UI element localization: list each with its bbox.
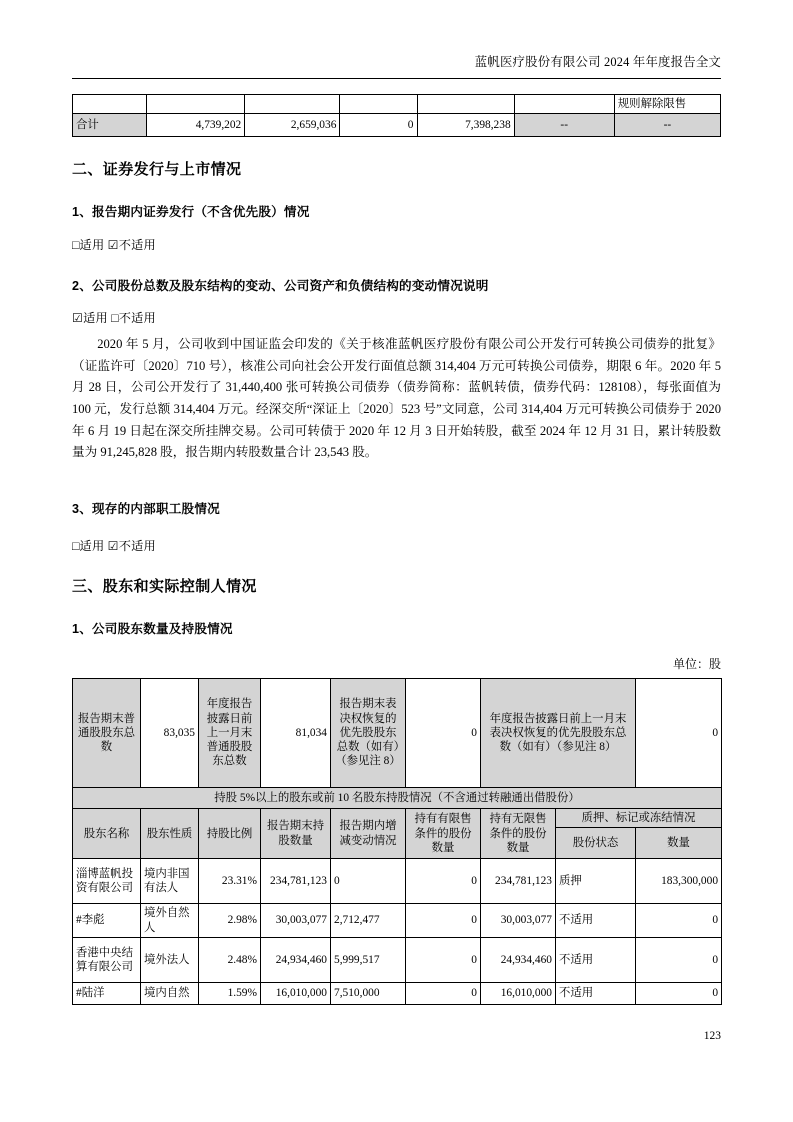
col-header-end-holdings: 报告期末持股数量: [261, 809, 331, 859]
table-row: [73, 904, 722, 938]
cell-blank: [73, 95, 147, 114]
cell-count-value-1: 83,035: [141, 679, 199, 788]
col-header-pledge-amount: 数量: [636, 828, 722, 859]
cell-count-value-2: 81,034: [261, 679, 331, 788]
table-row: [73, 982, 722, 1004]
cell-shareholder-unrestricted: 30,003,077: [481, 904, 556, 938]
subsection-heading-2-3: 3、现存的内部职工股情况: [72, 502, 220, 516]
cell-shareholder-unrestricted: 234,781,123: [481, 859, 556, 904]
cell-shareholder-nature: 境外自然人: [141, 904, 199, 938]
cell-shareholder-pledge-amount: 0: [636, 904, 722, 938]
cell-shareholder-ratio: 2.48%: [199, 937, 261, 982]
table-row-column-headers-top: [73, 809, 722, 828]
table-row-shareholder-counts: [73, 679, 722, 788]
cell-shareholder-pledge-amount: 183,300,000: [636, 859, 722, 904]
cell-shareholder-change: 7,510,000: [331, 982, 406, 1004]
cell-shareholder-end-holdings: 24,934,460: [261, 937, 331, 982]
top-summary-table: [72, 94, 721, 137]
cell-shareholder-change: 5,999,517: [331, 937, 406, 982]
cell-shareholder-end-holdings: 16,010,000: [261, 982, 331, 1004]
subsection-heading-2-2: 2、公司股份总数及股东结构的变动、公司资产和负债结构的变动情况说明: [72, 279, 489, 293]
applicability-2-1: □适用 ☑不适用: [72, 238, 156, 252]
cell-shareholder-name: #李彪: [73, 904, 141, 938]
cell-count-value-4: 0: [636, 679, 722, 788]
shareholder-table-wrapper: [72, 678, 721, 1005]
cell-shareholder-restricted: 0: [406, 904, 481, 938]
applicability-2-2: ☑适用 □不适用: [72, 311, 156, 325]
cell-shareholder-nature: 境外法人: [141, 937, 199, 982]
table-row-banner: [73, 788, 722, 809]
cell-shareholder-ratio: 1.59%: [199, 982, 261, 1004]
cell-shareholder-change: 2,712,477: [331, 904, 406, 938]
subsection-heading-3-1: 1、公司股东数量及持股情况: [72, 622, 233, 636]
col-header-name: 股东名称: [73, 809, 141, 859]
cell-blank: [417, 95, 514, 114]
cell-shareholder-pledge-status: 不适用: [556, 982, 636, 1004]
top-summary-table-wrapper: [72, 94, 721, 137]
cell-count-label-4: 年度报告披露日前上一月末表决权恢复的优先股股东总数（如有）（参见注 8）: [481, 679, 636, 788]
header-divider-rule: [72, 78, 721, 79]
cell-count-label-3: 报告期末表决权恢复的优先股股东总数（如有）（参见注 8）: [331, 679, 406, 788]
cell-shareholder-unrestricted: 16,010,000: [481, 982, 556, 1004]
applicability-2-3: □适用 ☑不适用: [72, 539, 156, 553]
cell-total-value: 4,739,202: [147, 114, 245, 137]
cell-blank: [340, 95, 417, 114]
cell-shareholder-pledge-status: 质押: [556, 859, 636, 904]
cell-rule-release-header: 规则解除限售: [614, 95, 720, 114]
cell-count-label-2: 年度报告披露日前上一月末普通股股东总数: [199, 679, 261, 788]
cell-total-value: 7,398,238: [417, 114, 514, 137]
col-header-pledge-group: 质押、标记或冻结情况: [556, 809, 722, 828]
cell-shareholder-nature: 境内非国有法人: [141, 859, 199, 904]
cell-shareholder-name: 淄博蓝帆投资有限公司: [73, 859, 141, 904]
cell-total-value: 2,659,036: [245, 114, 340, 137]
cell-blank: [245, 95, 340, 114]
cell-banner-text: 持股 5%以上的股东或前 10 名股东持股情况（不含通过转融通出借股份）: [73, 788, 722, 809]
col-header-change: 报告期内增减变动情况: [331, 809, 406, 859]
cell-shareholder-restricted: 0: [406, 982, 481, 1004]
col-header-restricted: 持有有限售条件的股份数量: [406, 809, 481, 859]
cell-total-label: 合计: [73, 114, 147, 137]
body-paragraph-2-2: 2020 年 5 月，公司收到中国证监会印发的《关于核准蓝帆医疗股份有限公司公开发行可转换公司债券的批复》（证监许可〔2020〕710 号），核准公司向社会公开发行面值总额 314,404 万元可转换公司债券，期限 6 年。2020 年 5 月 28 日，公司公开发行了 31,440,400 张可转换公司债券（债券简称：蓝帆转债，债券代码：128108），每张面值为 100 元，发行总额 314,404 万元。经深交所“深证上〔2020〕523 号”文同意，公司 314,404 万元可转换公司债券于 2020 年 6 月 19 日起在深交所挂牌交易。公司可转债于 2020 年 12 月 3 日开始转股，截至 2024 年 12 月 31 日，累计转股数量为 91,245,828 股，报告期内转股数量合计 23,543 股。: [72, 337, 721, 460]
col-header-nature: 股东性质: [141, 809, 199, 859]
col-header-pledge-status: 股份状态: [556, 828, 636, 859]
cell-blank: [147, 95, 245, 114]
cell-shareholder-end-holdings: 234,781,123: [261, 859, 331, 904]
col-header-ratio: 持股比例: [199, 809, 261, 859]
section-heading-3: 三、股东和实际控制人情况: [72, 578, 257, 595]
cell-shareholder-unrestricted: 24,934,460: [481, 937, 556, 982]
table-row: [73, 114, 721, 137]
cell-shareholder-name: #陆洋: [73, 982, 141, 1004]
cell-blank: [514, 95, 614, 114]
cell-shareholder-change: 0: [331, 859, 406, 904]
cell-count-label-1: 报告期末普通股股东总数: [73, 679, 141, 788]
cell-count-value-3: 0: [406, 679, 481, 788]
cell-shareholder-pledge-status: 不适用: [556, 904, 636, 938]
cell-shareholder-nature: 境内自然: [141, 982, 199, 1004]
unit-label: 单位：股: [672, 657, 721, 671]
col-header-unrestricted: 持有无限售条件的股份数量: [481, 809, 556, 859]
shareholder-table: [72, 678, 722, 1005]
cell-total-value: 0: [340, 114, 417, 137]
cell-shareholder-pledge-amount: 0: [636, 982, 722, 1004]
cell-total-value: --: [514, 114, 614, 137]
section-heading-2: 二、证券发行与上市情况: [72, 161, 242, 178]
cell-shareholder-end-holdings: 30,003,077: [261, 904, 331, 938]
table-row: [73, 859, 722, 904]
cell-shareholder-pledge-status: 不适用: [556, 937, 636, 982]
cell-shareholder-pledge-amount: 0: [636, 937, 722, 982]
cell-shareholder-restricted: 0: [406, 937, 481, 982]
cell-shareholder-ratio: 2.98%: [199, 904, 261, 938]
subsection-heading-2-1: 1、报告期内证券发行（不含优先股）情况: [72, 205, 310, 219]
page-number: 123: [703, 1030, 721, 1042]
cell-shareholder-ratio: 23.31%: [199, 859, 261, 904]
table-row: [73, 95, 721, 114]
cell-shareholder-restricted: 0: [406, 859, 481, 904]
cell-shareholder-name: 香港中央结算有限公司: [73, 937, 141, 982]
table-row: [73, 937, 722, 982]
cell-total-value: --: [614, 114, 720, 137]
running-header: 蓝帆医疗股份有限公司 2024 年年度报告全文: [474, 55, 721, 69]
